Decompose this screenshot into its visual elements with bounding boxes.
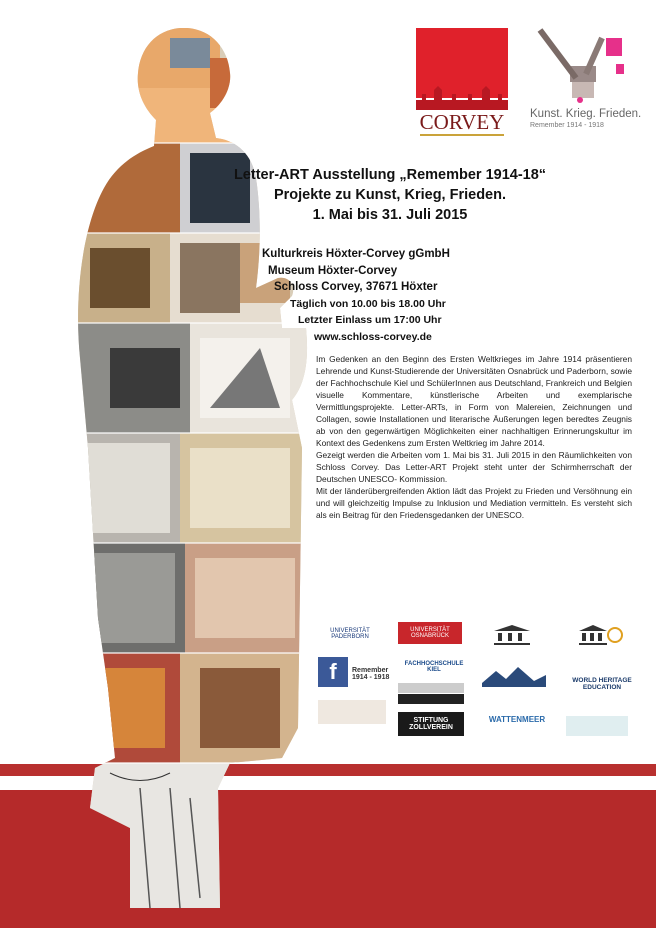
unesco-logo-1 xyxy=(478,622,546,646)
description-text xyxy=(316,353,632,521)
address-line-street: Schloss Corvey, 37671 Höxter xyxy=(274,281,438,293)
wattenmeer-logo: WATTENMEER xyxy=(488,714,546,724)
paderborn-logo: UNIVERSITÄT PADERBORN xyxy=(330,628,370,640)
address-line-museum: Museum Höxter-Corvey xyxy=(268,264,398,277)
address-line-hours: Täglich von 10.00 bis 18.00 Uhr xyxy=(290,297,446,310)
sponsor-strip-2 xyxy=(398,694,464,704)
project-website-thumb xyxy=(318,700,386,724)
facebook-icon[interactable]: f xyxy=(318,657,348,687)
corvey-logo-underline xyxy=(420,134,504,136)
address-line-last-entry: Letzter Einlass um 17:00 Uhr xyxy=(298,314,442,326)
osnabrueck-logo: UNIVERSITÄT OSNABRÜCK xyxy=(398,622,462,644)
corvey-logo-text: CORVEY xyxy=(419,110,505,134)
unesco-logo-2 xyxy=(564,622,636,648)
website-link[interactable]: www.schloss-corvey.de xyxy=(314,330,432,343)
unesco-temple-icon xyxy=(492,623,532,645)
landscape-icon xyxy=(482,661,546,687)
fh-kiel-logo: FACHHOCHSCHULE KIEL xyxy=(404,661,464,673)
address-line-organizer: Kulturkreis Höxter-Corvey gGmbH xyxy=(262,248,450,260)
corvey-castle-icon xyxy=(416,86,508,110)
kkf-logo-subtext: Remember 1914 - 1918 xyxy=(530,122,604,129)
tourism-logo xyxy=(480,660,548,688)
corvey-logo xyxy=(416,28,508,134)
venue-address xyxy=(262,246,450,345)
volksbund-logo xyxy=(566,716,628,736)
remember-facebook-label: Remember 1914 - 1918 xyxy=(352,667,390,681)
kkf-logo-text: Kunst. Krieg. Frieden. xyxy=(530,108,642,120)
heading-line-2: Projekte zu Kunst, Krieg, Frieden. xyxy=(273,187,507,203)
description-paragraph-3: Mit der länderübergreifenden Aktion lädt das Projekt zu Frieden und Versöhnung ein und will gleichzeitig Impulse zu Inklusion und Mediation vermitteln. Es versteht sich als ein Beitrag für den Friedensgedanken der UNESCO. xyxy=(316,486,632,520)
description-paragraph-2: Gezeigt werden die Arbeiten vom 1. Mai bis 31. Juli 2015 in den Räumlichkeiten von Schloss Corvey. Das Letter-ART Projekt steht unter der Schirmherrschaft der Deutschen UNESCO- Kommission. xyxy=(316,450,632,484)
unesco-heritage-icon xyxy=(577,623,623,647)
heading-line-1: Letter-ART Ausstellung „Remember 1914-18“ xyxy=(233,167,547,183)
heading-line-3: 1. Mai bis 31. Juli 2015 xyxy=(312,207,468,223)
sponsor-strip-1 xyxy=(398,683,464,693)
soldier-silhouette-collage xyxy=(70,28,340,928)
kkf-graphic-icon xyxy=(530,28,640,106)
world-heritage-education-logo: WORLD HERITAGE EDUCATION xyxy=(572,677,632,691)
stiftung-zollverein-logo: STIFTUNG ZOLLVEREIN xyxy=(398,712,464,736)
exhibition-heading xyxy=(220,165,560,225)
kunst-krieg-frieden-logo xyxy=(530,28,640,138)
description-paragraph-1: Im Gedenken an den Beginn des Ersten Weltkrieges im Jahre 1914 präsentieren Lehrende und Kunst-Studierende der Universitäten Osnabrück und Paderborn, sowie der Fachhochschule Kiel und SchülerInnen aus Deutschland, Frankreich und Belgien visuelle Kommentare, künstlerische Arbeiten und exemplarische Vermittlungsprojekte. Letter-ARTs, in Form von Malereien, Zeichnungen und Collagen, sowie Installationen und literarische Äußerungen legen beredtes Zeugnis ab von den gegenwärtigen Möglichkeiten einer nachhaltigen Erinnerungskultur im Kontext des Gedenkens zum Ersten Weltkrieg im Jahre 2014. xyxy=(316,354,632,448)
